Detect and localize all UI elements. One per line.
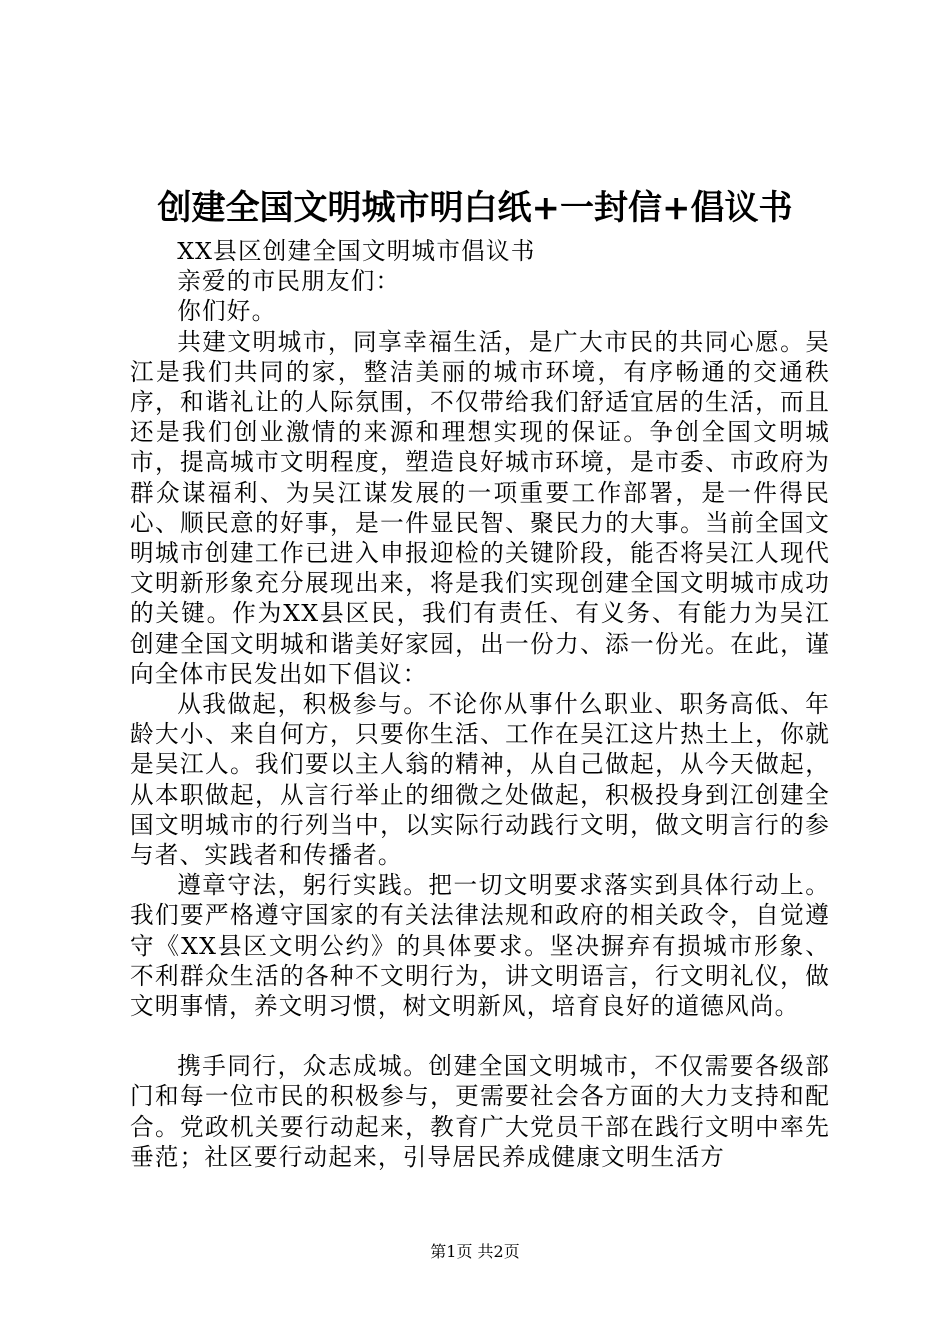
body-paragraph: 从我做起，积极参与。不论你从事什么职业、职务高低、年龄大小、来自何方，只要你生活、工作在吴江这片热土上，你就是吴江人。我们要以主人翁的精神，从自己做起，从今天做起，从本职做起，从言行举止的细微之处做起，积极投身到江创建全国文明城市的行列当中，以实际行动践行文明，做文明言行的参与者、实践者和传播者。 (130, 690, 830, 870)
page-number-footer: 第1页 共2页 (430, 1242, 520, 1261)
body-paragraph-heading: XX县区创建全国文明城市倡议书 (177, 237, 536, 265)
body-paragraph: 共建文明城市，同享幸福生活，是广大市民的共同心愿。吴江是我们共同的家，整洁美丽的城市环境，有序畅通的交通秩序，和谐礼让的人际氛围，不仅带给我们舒适宜居的生活，而且还是我们创业激情的来源和理想实现的保证。争创全国文明城市，提高城市文明程度，塑造良好城市环境，是市委、市政府为群众谋福利、为吴江谋发展的一项重要工作部署，是一件得民心、顺民意的好事，是一件显民智、聚民力的大事。当前全国文明城市创建工作已进入申报迎检的关键阶段，能否将吴江人现代文明新形象充分展现出来，将是我们实现创建全国文明城市成功的关键。作为XX县区民，我们有责任、有义务、有能力为吴江创建全国文明城和谐美好家园，出一份力、添一份光。在此，谨向全体市民发出如下倡议： (130, 327, 830, 688)
body-paragraph: 携手同行，众志成城。创建全国文明城市，不仅需要各级部门和每一位市民的积极参与，更需要社会各方面的大力支持和配合。党政机关要行动起来，教育广大党员干部在践行文明中率先垂范；社区要行动起来，引导居民养成健康文明生活方 (130, 1052, 830, 1171)
body-paragraph-salutation: 亲爱的市民朋友们： (177, 267, 401, 296)
body-paragraph: 遵章守法，躬行实践。把一切文明要求落实到具体行动上。我们要严格遵守国家的有关法律法规和政府的相关政令，自觉遵守《XX县区文明公约》的具体要求。坚决摒弃有损城市形象、不利群众生活的各种不文明行为，讲文明语言，行文明礼仪，做文明事情，养文明习惯，树文明新风，培育良好的道德风尚。 (130, 871, 830, 1021)
document-body (130, 236, 830, 1172)
body-paragraph-greeting: 你们好。 (177, 297, 277, 326)
document-title: 创建全国文明城市明白纸+一封信+倡议书 (157, 188, 793, 228)
